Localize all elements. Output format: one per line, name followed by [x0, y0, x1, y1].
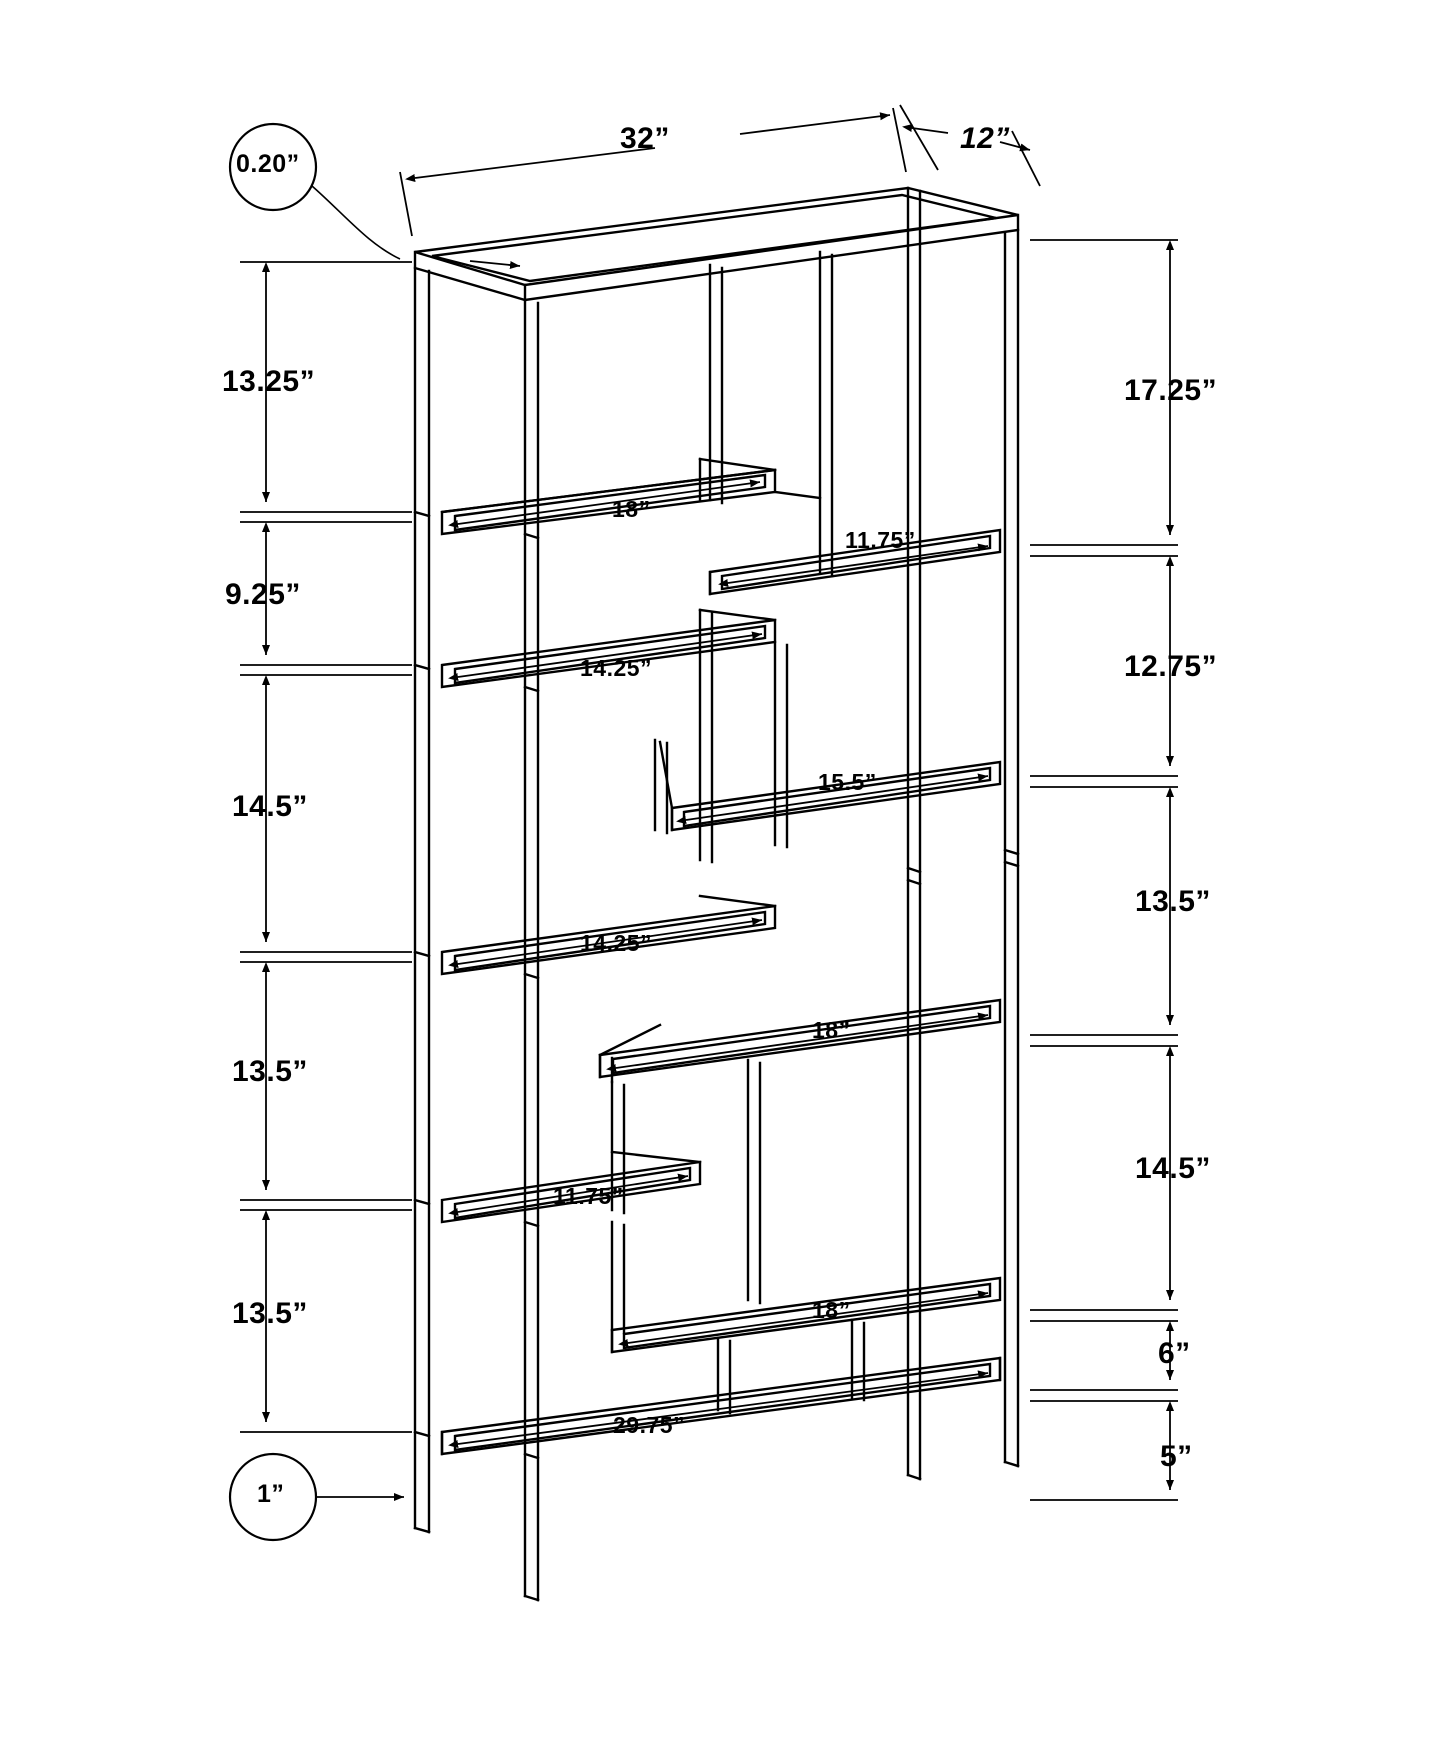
callout-leg-size: 1” [257, 1480, 285, 1508]
dim-shelf-29-75: 29.75” [613, 1412, 686, 1438]
callout-thickness: 0.20” [236, 150, 300, 178]
dim-left-5: 13.5” [232, 1297, 308, 1330]
dim-depth-top: 12” [960, 122, 1010, 155]
dim-shelf-11-75-top: 11.75” [845, 527, 916, 553]
dim-shelf-18-mid: 18” [812, 1017, 851, 1043]
dim-shelf-14-25-upper: 14.25” [580, 655, 653, 681]
dim-shelf-15-5: 15.5” [818, 769, 877, 795]
dim-shelf-18-top: 18” [612, 496, 651, 522]
dim-shelf-18-bottom: 18” [812, 1297, 851, 1323]
dim-left-3: 14.5” [232, 790, 308, 823]
dim-right-4: 14.5” [1135, 1152, 1211, 1185]
dim-right-2: 12.75” [1124, 650, 1218, 683]
dim-right-5: 6” [1158, 1337, 1191, 1370]
dim-left-2: 9.25” [225, 578, 301, 611]
dim-left-4: 13.5” [232, 1055, 308, 1088]
dim-shelf-14-25-lower: 14.25” [580, 930, 653, 956]
dim-right-3: 13.5” [1135, 885, 1211, 918]
dim-width-top: 32” [620, 122, 670, 155]
dim-right-6: 5” [1160, 1440, 1193, 1473]
dim-left-1: 13.25” [222, 365, 316, 398]
dim-shelf-11-75-lower: 11.75” [553, 1183, 624, 1209]
dim-right-1: 17.25” [1124, 374, 1218, 407]
